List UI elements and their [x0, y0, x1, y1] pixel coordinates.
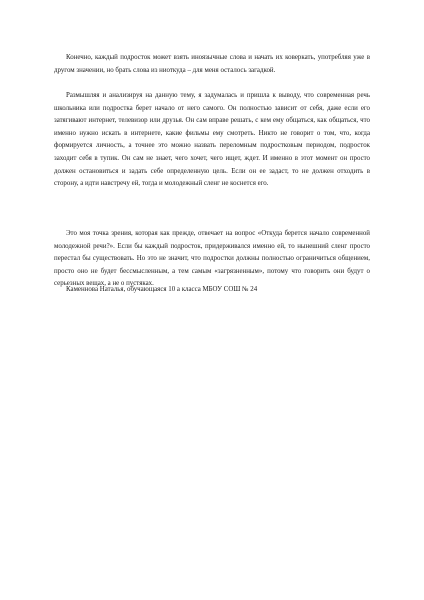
author-signature: Каменнова Наталья, обучающаяся 10 а класса МБОУ СОШ № 24: [66, 286, 258, 293]
paragraph-2: [54, 90, 370, 191]
paragraph-3: [54, 228, 370, 291]
paragraph-text: Конечно, каждый подросток может взять иноязычные слова и начать их коверкать, употребляя уже в другом значении, но брать слова из ниоткуда – для меня осталось загадкой.: [54, 54, 370, 74]
paragraph-text: Это моя точка зрения, которая как прежде, отвечает на вопрос «Откуда берется начало современной молодежной речи?». Если бы каждый подросток, придерживался именно ей, то нынешний сленг просто перестал бы существовать. Но это не значит, что подростки должны полностью ограничиться общением, просто оно не будет бессмысленным, а тем самым «загрязненным», потому что говорить они будут о серьезных вещах, а не о пустяках.: [54, 230, 370, 288]
paragraph-1: [54, 52, 370, 77]
paragraph-text: Размышляя и анализируя на данную тему, я задумалась и пришла к выводу, что современная речь школьника или подростка берет начало от него самого. Он полностью зависит от себя, даже если его затягивают интернет, телевизор или друзья. Он сам вправе решать, с кем ему общаться, как общаться, что именно нужно искать в интернете, какие фильмы ему смотреть. Никто не говорит о том, что, когда формируется личность, а точнее это можно назвать переломным подростковым периодом, подросток заходит себя в тупик. Он сам не знает, чего хочет, чего ищет, ждет. И именно в этот момент он просто должен остановиться и задать себе определенную цель. Если он ее задаст, то не должен отходить в сторону, а идти навстречу ей, тогда и молодежный сленг не коснется его.: [54, 92, 370, 188]
